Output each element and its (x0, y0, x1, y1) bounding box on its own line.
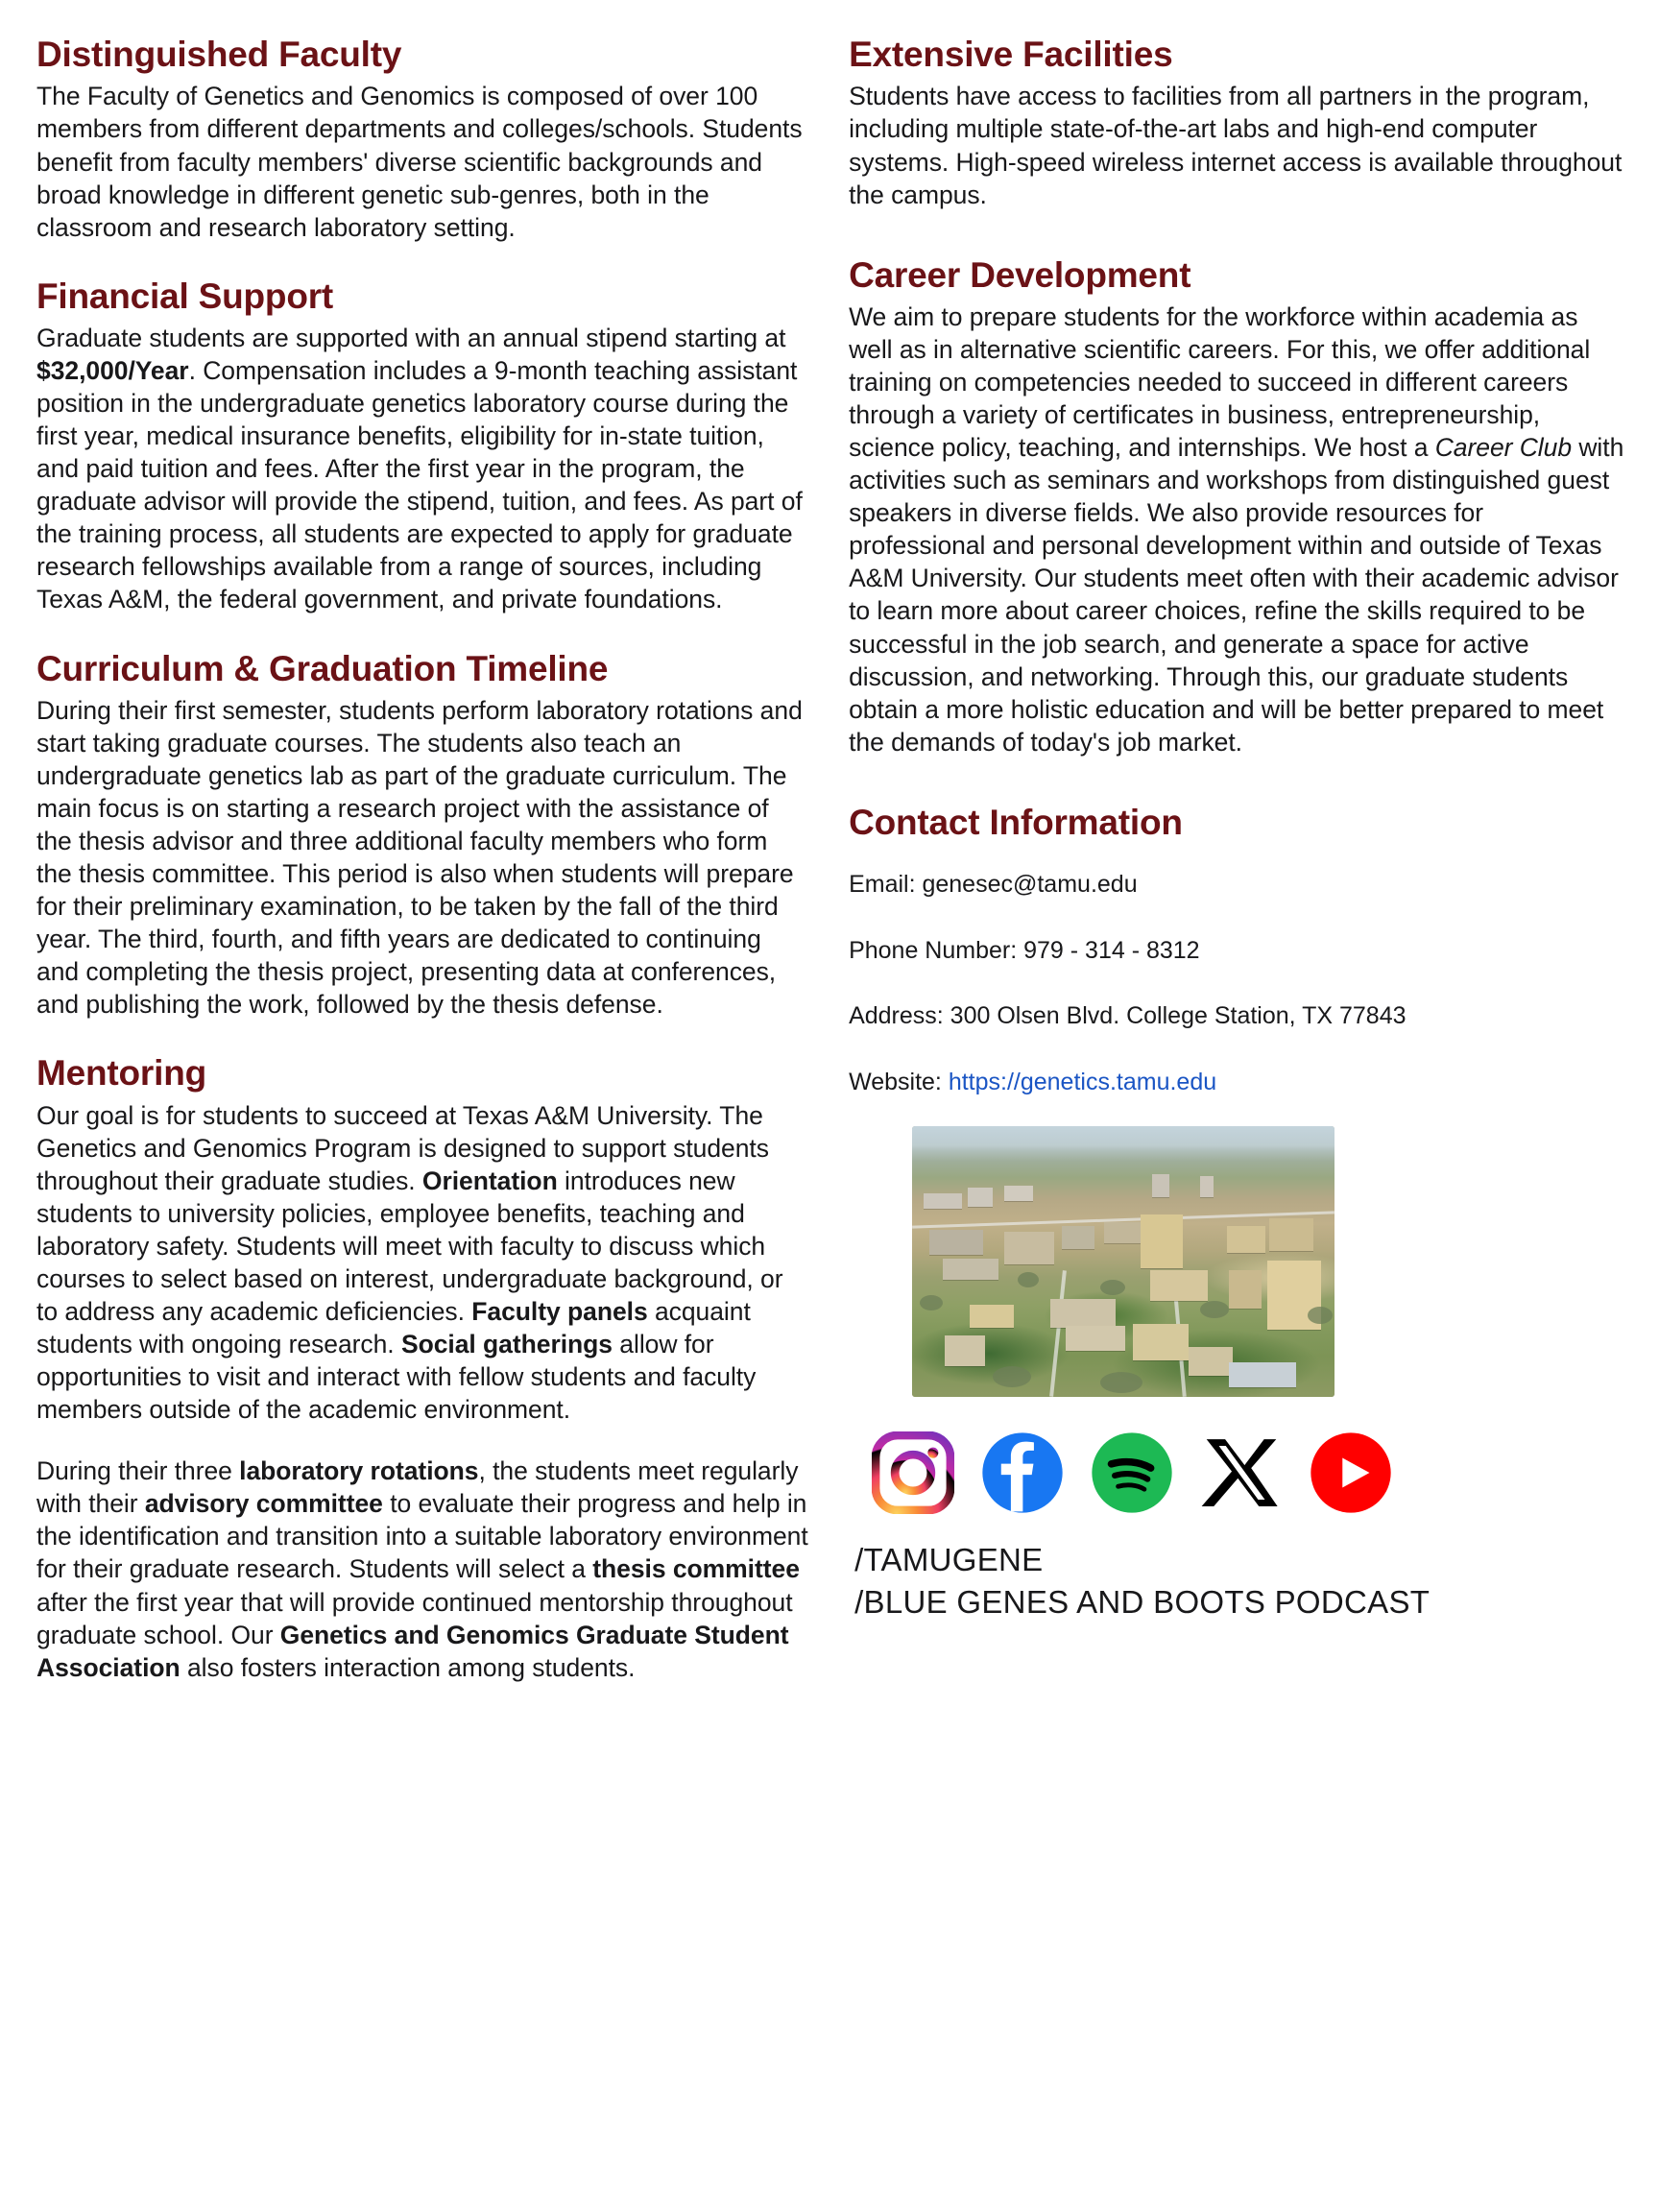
contact-address: Address: 300 Olsen Blvd. College Station, TX 77843 (849, 1002, 1407, 1030)
mentoring2-text-g: after the first year that will provide continued mentorship throughout graduate school. Our (36, 1587, 793, 1649)
paragraph-distinguished-faculty: The Faculty of Genetics and Genomics is composed of over 100 members from different departments and colleges/schools. Students benefit from faculty members' diverse scientific backgrounds and broad knowledge in different genetic sub-genres, both in the classroom and research laboratory setting. (36, 82, 803, 242)
campus-photo (912, 1126, 1334, 1397)
instagram-icon[interactable] (872, 1431, 954, 1514)
term-laboratory-rotations: laboratory rotations (239, 1456, 479, 1486)
mentoring2-text-a: During their three (36, 1456, 240, 1486)
term-social-gatherings: Social gatherings (400, 1330, 613, 1359)
term-faculty-panels: Faculty panels (471, 1297, 648, 1327)
paragraph-extensive-facilities: Students have access to facilities from all partners in the program, including multiple state-of-the-art labs and high-end computer systems. High-speed wireless internet access is available throughout the campus. (849, 82, 1623, 209)
spotify-icon[interactable] (1091, 1431, 1173, 1514)
facebook-icon[interactable] (981, 1431, 1064, 1514)
term-orientation: Orientation (421, 1166, 558, 1195)
heading-distinguished-faculty: Distinguished Faculty (36, 35, 402, 74)
term-ggsa: Genetics and Genomics Graduate Student Association (36, 1620, 789, 1682)
left-column (36, 35, 808, 1684)
paragraph-curriculum: During their first semester, students perform laboratory rotations and start taking graduate courses. The students also teach an undergraduate genetics lab as part of the graduate curriculum. The main focus is on starting a research project with the assistance of the thesis advisor and three additional faculty members who form the thesis committee. This period is also when students will prepare for their preliminary examination, to be taken by the fall of the third year. The third, fourth, and fifth years are dedicated to continuing and completing the thesis project, presenting data at conferences, and publishing the work, followed by the thesis defense. (36, 695, 803, 1020)
term-thesis-committee: thesis committee (592, 1554, 800, 1584)
heading-contact-information: Contact Information (849, 802, 1183, 842)
mentoring2-text-e: to evaluate their progress and help in the identification and transition into a suitable laboratory environment for their graduate research. Students will select a (36, 1489, 808, 1584)
contact-phone: Phone Number: 979 - 314 - 8312 (849, 936, 1200, 964)
mentoring-text-c: introduces new students to university policies, employee benefits, teaching and laboratory safety. Students will meet with faculty to discuss which courses to select based on interest, undergraduate background, or to address any academic deficiencies. (36, 1166, 783, 1327)
contact-spacer (849, 848, 1626, 869)
financial-text-part-1: Graduate students are supported with an annual stipend starting at (36, 324, 786, 353)
heading-extensive-facilities: Extensive Facilities (849, 35, 1173, 74)
website-link[interactable]: https://genetics.tamu.edu (948, 1068, 1217, 1095)
social-handles (854, 1539, 1626, 1623)
mentoring-text-a: Our goal is for students to succeed at Texas A&M University. The Genetics and Genomics Program is designed to support students throughout their graduate studies. (36, 1100, 769, 1195)
term-advisory-committee: advisory committee (144, 1489, 383, 1519)
mentoring2-text-i: also fosters interaction among students. (180, 1652, 636, 1682)
paragraph-mentoring-1 (36, 1099, 808, 1426)
career-text-part-2: with activities such as seminars and workshops from distinguished guest speakers in diverse fields. We also provide resources for professional and personal development within and outside of Texas A&M University. Our students meet often with their academic advisor to learn more about career choices, refine the skills required to be successful in the job search, and generate a space for active discussion, and networking. Through this, our graduate students obtain a more holistic education and will be better prepared to meet the demands of today's job market. (849, 433, 1624, 757)
stipend-amount: $32,000/Year (36, 356, 189, 386)
website-label: Website: (849, 1068, 949, 1095)
contact-email: Email: genesec@tamu.edu (849, 871, 1138, 899)
handle-tamugene: /TAMUGENE (854, 1542, 1044, 1578)
social-media-row (872, 1431, 1626, 1514)
right-column (835, 35, 1626, 1623)
paragraph-career-development (849, 301, 1626, 758)
financial-text-part-2: . Compensation includes a 9-month teaching assistant position in the undergraduate genetics laboratory course during the first year, medical insurance benefits, eligibility for in-state tuition, and paid tuition and fees. After the first year in the program, the graduate advisor will provide the stipend, tuition, and fees. As part of the training process, all students are expected to apply for graduate research fellowships available from a range of sources, including Texas A&M, the federal government, and private foundations. (36, 356, 803, 614)
handle-podcast: /BLUE GENES AND BOOTS PODCAST (854, 1584, 1431, 1621)
mentoring-text-g: allow for opportunities to visit and interact with fellow students and faculty members outside of the academic environment. (36, 1330, 757, 1425)
heading-financial-support: Financial Support (36, 276, 334, 316)
heading-career-development: Career Development (849, 254, 1191, 295)
paragraph-mentoring-2 (36, 1455, 808, 1683)
contact-website (849, 1067, 1626, 1098)
mentoring-text-e: acquaint students with ongoing research. (36, 1297, 751, 1359)
youtube-icon[interactable] (1310, 1431, 1392, 1514)
career-text-part-1: We aim to prepare students for the workforce within academia as well as in alternative scientific careers. For this, we offer additional training on competencies needed to succeed in different careers through a variety of certificates in business, entrepreneurship, science policy, teaching, and internships. We host a (849, 302, 1591, 463)
heading-mentoring: Mentoring (36, 1053, 207, 1094)
heading-curriculum-graduation-timeline: Curriculum & Graduation Timeline (36, 648, 609, 688)
x-twitter-icon[interactable] (1200, 1431, 1283, 1514)
career-club-italic: Career Club (1434, 433, 1573, 463)
mentoring2-text-c: , the students meet regularly with their (36, 1456, 799, 1519)
campus-photo-image (912, 1126, 1334, 1397)
paragraph-financial-support (36, 322, 808, 615)
